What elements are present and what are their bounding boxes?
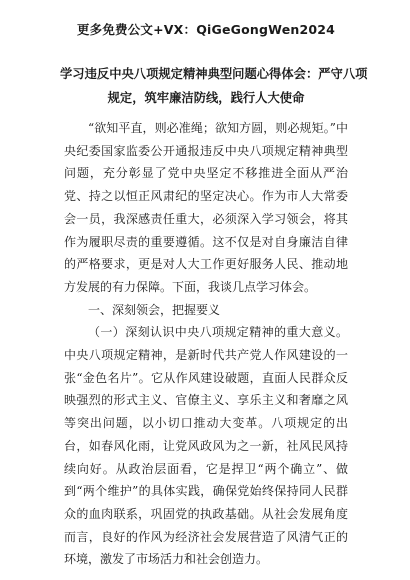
header-banner: 更多免费公文+VX：QiGeGongWen2024: [76, 22, 336, 37]
section-paragraph: （一）深刻认识中央八项规定精神的重大意义。中央八项规定精神，是新时代共产党人作风建设的一张“金色名片”。它从作风建设破题，直面人民群众反映强烈的形式主义、官僚主义、享乐主义和奢靡之风等突出问题，以小切口推动大变革。八项规定的出台，如春风化雨，让党风政风为之一新，社风民风持续向好。从政治层面看，它是捍卫“两个确立”、做到“两个维护”的具体实践，确保党始终保持同人民群众的血肉联系，巩固党的执政基础。从社会发展角度而言，良好的作风为经济社会发展营造了风清气正的环境，激发了市场活力和社会创造力。: [64, 325, 348, 567]
document-title: [60, 62, 368, 110]
document-title-line-2: 规定，筑牢廉洁防线，践行人大使命: [107, 90, 305, 105]
document-title-line-1: 学习违反中央八项规定精神典型问题心得体会：严守八项: [60, 66, 368, 81]
section-heading: 一、深刻领会，把握要义: [88, 302, 221, 317]
intro-paragraph: “欲知平直，则必准绳；欲知方圆，则必规矩。”中央纪委国家监委公开通报违反中央八项规定精神典型问题，充分彰显了党中央坚定不移推进全面从严治党、持之以恒正风肃纪的坚定决心。作为市人大常委会一员，我深感责任重大，必须深入学习领会，将其作为履职尽责的重要遵循。这不仅是对自身廉洁自律的严格要求，更是对人大工作更好服务人民、推动地方发展的有力保障。下面，我谈几点学习体会。: [64, 121, 348, 294]
